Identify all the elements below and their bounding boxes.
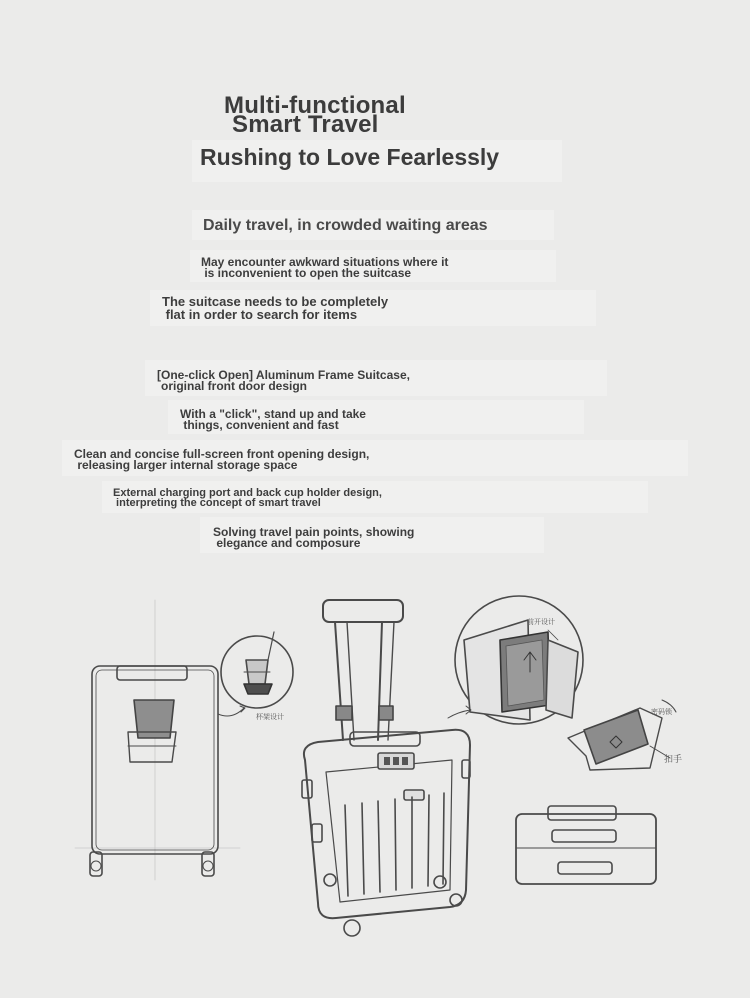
title-line-2: Smart Travel <box>232 111 379 138</box>
feature-4-line-1: External charging port and back cup holder design, <box>113 487 382 499</box>
main-suitcase <box>302 600 470 936</box>
problem-2-line-1: The suitcase needs to be completely <box>162 294 389 309</box>
buckle-note: 扣手 <box>664 755 683 765</box>
problem-heading: Daily travel, in crowded waiting areas <box>203 217 488 234</box>
tagline: Rushing to Love Fearlessly <box>200 144 500 170</box>
cup-holder-detail <box>218 632 293 716</box>
feature-1-line-1: [One-click Open] Aluminum Frame Suitcase, <box>157 368 410 382</box>
front-opening-detail <box>448 596 583 724</box>
front-open-note: 前开设计 <box>527 618 555 626</box>
problem-2-line-2: flat in order to search for items <box>162 307 358 322</box>
cup-holder-note: 杯架设计 <box>256 713 284 721</box>
feature-3-line-1: Clean and concise full-screen front opening design, <box>74 447 370 461</box>
closed-suitcase-side <box>516 806 656 884</box>
lock-note: 密码锁 <box>651 708 672 716</box>
feature-4-line-2: interpreting the concept of smart travel <box>113 497 321 509</box>
problem-1-line-1: May encounter awkward situations where it <box>201 255 449 269</box>
feature-2-line-1: With a "click", stand up and take <box>180 407 366 421</box>
feature-1-line-2: original front door design <box>161 379 307 393</box>
back-view-suitcase <box>90 666 218 876</box>
feature-2-line-2: things, convenient and fast <box>180 418 339 432</box>
feature-5-line-1: Solving travel pain points, showing <box>213 525 415 539</box>
problem-1-line-2: is inconvenient to open the suitcase <box>201 266 412 280</box>
feature-3-line-2: releasing larger internal storage space <box>74 458 298 472</box>
title-line-1: Multi-functional <box>224 92 406 119</box>
feature-5-line-2: elegance and composure <box>213 536 361 550</box>
